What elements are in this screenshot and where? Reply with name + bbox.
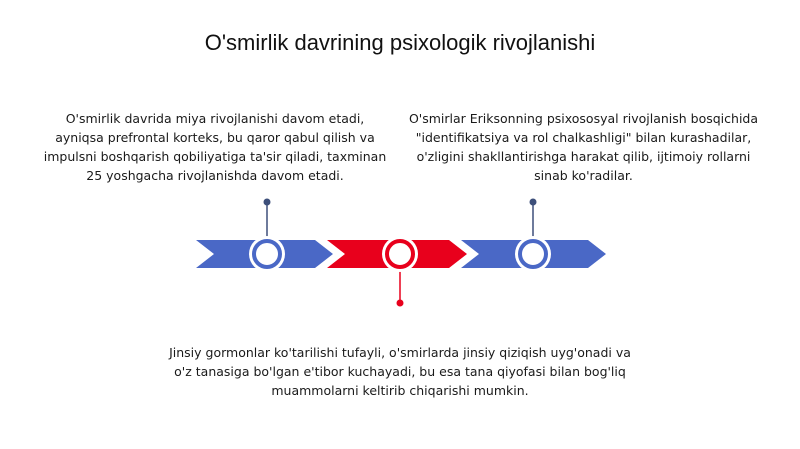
connector-1-dot xyxy=(264,199,271,206)
slide-title: O'smirlik davrining psixologik rivojlanishi xyxy=(204,30,596,55)
connector-3-dot xyxy=(530,199,537,206)
milestone-1-text: O'smirlik davrida miya rivojlanishi davom etadi, ayniqsa prefrontal korteks, bu qaror qabul qilish va impulsni boshqarish qobiliyatiga ta'sir qiladi, taxminan 25 yoshgacha rivojlanishda davom etadi. xyxy=(43,111,387,183)
connector-2-dot xyxy=(397,300,404,307)
milestone-2-ring xyxy=(387,241,413,267)
milestone-3-ring xyxy=(520,241,546,267)
milestone-2-text: Jinsiy gormonlar ko'tarilishi tufayli, o'smirlarda jinsiy qiziqish uyg'onadi va o'z tanasiga bo'lgan e'tibor kuchayadi, bu esa tana qiyofasi bilan bog'liq muammolarni keltirib chiqarishi mumkin. xyxy=(169,345,631,398)
milestone-3-text: O'smirlar Eriksonning psixososyal rivojlanish bosqichida "identifikatsiya va rol chalkashligi" bilan kurashadilar, o'zligini shakllantirishga harakat qilib, ijtimoiy rollarni sinab ko'radilar. xyxy=(408,111,759,183)
milestone-1-ring xyxy=(254,241,280,267)
